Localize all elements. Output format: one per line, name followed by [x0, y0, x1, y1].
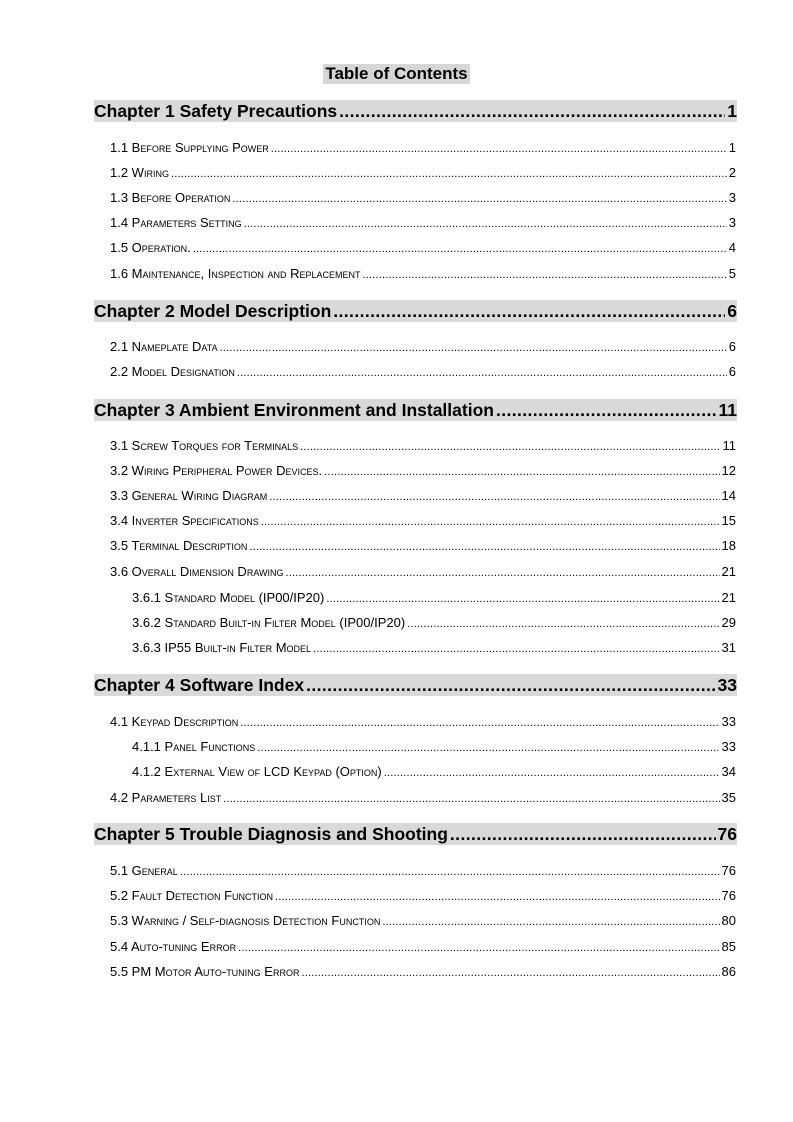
toc-section-entry[interactable]	[110, 913, 736, 930]
toc-dot-leader	[238, 940, 719, 956]
toc-page-number: 35	[721, 790, 736, 805]
toc-page-number: 5	[728, 266, 736, 281]
toc-entry-label: 3.6.3 IP55 Built-in Filter Model	[132, 640, 312, 655]
toc-entry-label: 3.3 General Wiring Diagram	[110, 488, 268, 503]
toc-entry-label: 3.5 Terminal Description	[110, 538, 248, 553]
toc-section-entry[interactable]	[110, 463, 736, 480]
toc-dot-leader	[333, 300, 725, 322]
toc-dot-leader	[232, 191, 726, 207]
toc-dot-leader	[223, 791, 719, 807]
toc-dot-leader	[384, 765, 720, 781]
toc-page-number: 1	[727, 101, 737, 121]
toc-section-entry[interactable]	[132, 764, 736, 781]
toc-chapter-entry[interactable]	[94, 399, 737, 421]
toc-dot-leader	[275, 889, 720, 905]
toc-dot-leader	[300, 439, 720, 455]
toc-chapter-entry[interactable]	[94, 823, 737, 845]
toc-dot-leader	[339, 100, 725, 122]
toc-section-entry[interactable]	[110, 140, 736, 157]
toc-section-entry[interactable]	[110, 266, 736, 283]
toc-page-number: 3	[728, 215, 736, 230]
toc-section-entry[interactable]	[110, 863, 736, 880]
toc-page-number: 85	[721, 939, 736, 954]
toc-entry-label: Chapter 5 Trouble Diagnosis and Shooting	[94, 824, 448, 844]
toc-section-entry[interactable]	[110, 790, 736, 807]
toc-section-entry[interactable]	[110, 939, 736, 956]
toc-heading	[0, 64, 793, 84]
toc-entry-label: 3.6 Overall Dimension Drawing	[110, 564, 284, 579]
toc-chapter-entry[interactable]	[94, 100, 737, 122]
toc-dot-leader	[237, 365, 727, 381]
toc-section-entry[interactable]	[132, 739, 736, 756]
toc-entry-label: 1.5 Operation.	[110, 240, 191, 255]
toc-dot-leader	[324, 464, 719, 480]
toc-page-number: 11	[718, 400, 737, 420]
toc-entry-label: 3.4 Inverter Specifications	[110, 513, 259, 528]
toc-dot-leader	[171, 166, 727, 182]
toc-page-number: 29	[721, 615, 736, 630]
toc-section-entry[interactable]	[132, 590, 736, 607]
toc-dot-leader	[496, 399, 717, 421]
toc-dot-leader	[450, 823, 716, 845]
toc-section-entry[interactable]	[110, 964, 736, 981]
toc-page-number: 12	[721, 463, 736, 478]
toc-page-number: 11	[722, 438, 736, 453]
toc-entry-label: 1.6 Maintenance, Inspection and Replacement	[110, 266, 361, 281]
toc-page-number: 18	[721, 538, 736, 553]
toc-section-entry[interactable]	[110, 513, 736, 530]
toc-section-entry[interactable]	[110, 564, 736, 581]
toc-section-entry[interactable]	[110, 339, 736, 356]
toc-entry-label: 5.4 Auto-tuning Error	[110, 939, 237, 954]
toc-section-entry[interactable]	[110, 240, 736, 257]
toc-chapter-entry[interactable]	[94, 300, 737, 322]
toc-dot-leader	[382, 914, 719, 930]
toc-entry-label: 5.1 General	[110, 863, 178, 878]
toc-page-number: 33	[721, 714, 736, 729]
toc-section-entry[interactable]	[110, 364, 736, 381]
toc-page-number: 1	[728, 140, 736, 155]
toc-dot-leader	[269, 489, 719, 505]
toc-page-number: 31	[721, 640, 736, 655]
toc-entry-label: 1.3 Before Operation	[110, 190, 231, 205]
toc-entry-label: Chapter 3 Ambient Environment and Installation	[94, 400, 494, 420]
toc-dot-leader	[249, 539, 719, 555]
toc-page-number: 33	[717, 675, 737, 695]
toc-dot-leader	[285, 565, 719, 581]
toc-page-number: 6	[728, 339, 736, 354]
toc-entry-label: 1.1 Before Supplying Power	[110, 140, 269, 155]
toc-entry-label: 4.1.2 External View of LCD Keypad (Option)	[132, 764, 382, 779]
toc-entry-label: Chapter 4 Software Index	[94, 675, 305, 695]
toc-entry-label: 5.5 PM Motor Auto-tuning Error	[110, 964, 300, 979]
toc-entry-label: Chapter 1 Safety Precautions	[94, 101, 338, 121]
toc-section-entry[interactable]	[110, 488, 736, 505]
toc-dot-leader	[244, 216, 727, 232]
toc-entry-label: 2.1 Nameplate Data	[110, 339, 218, 354]
toc-section-entry[interactable]	[110, 190, 736, 207]
toc-page-number: 6	[727, 301, 737, 321]
toc-dot-leader	[220, 340, 727, 356]
toc-page-number: 34	[721, 764, 736, 779]
toc-entry-label: 5.3 Warning / Self-diagnosis Detection Function	[110, 913, 381, 928]
toc-section-entry[interactable]	[110, 538, 736, 555]
toc-entry-label: 1.2 Wiring	[110, 165, 169, 180]
toc-title: Table of Contents	[325, 64, 468, 83]
toc-entry-label: 4.2 Parameters List	[110, 790, 222, 805]
toc-entry-label: 1.4 Parameters Setting	[110, 215, 242, 230]
toc-chapter-entry[interactable]	[94, 674, 737, 696]
toc-section-entry[interactable]	[110, 888, 736, 905]
toc-page-number: 14	[721, 488, 736, 503]
toc-entry-label: 3.1 Screw Torques for Terminals	[110, 438, 299, 453]
toc-dot-leader	[301, 965, 719, 981]
toc-section-entry[interactable]	[110, 165, 736, 182]
toc-dot-leader	[271, 141, 727, 157]
toc-section-entry[interactable]	[110, 714, 736, 731]
toc-dot-leader	[407, 616, 719, 632]
toc-entry-label: 3.6.1 Standard Model (IP00/IP20)	[132, 590, 325, 605]
toc-dot-leader	[326, 591, 719, 607]
toc-entry-label: 2.2 Model Designation	[110, 364, 235, 379]
toc-page-number: 15	[721, 513, 736, 528]
toc-section-entry[interactable]	[110, 215, 736, 232]
toc-page-number: 76	[721, 888, 736, 903]
toc-dot-leader	[306, 674, 715, 696]
toc-dot-leader	[261, 514, 720, 530]
toc-entry-label: 4.1 Keypad Description	[110, 714, 239, 729]
toc-dot-leader	[193, 241, 727, 257]
toc-dot-leader	[363, 267, 727, 283]
toc-entry-label: 5.2 Fault Detection Function	[110, 888, 274, 903]
toc-page-number: 21	[721, 564, 736, 579]
toc-entry-label: Chapter 2 Model Description	[94, 301, 332, 321]
toc-page-number: 2	[728, 165, 736, 180]
toc-page-number: 6	[728, 364, 736, 379]
toc-entry-label: 3.2 Wiring Peripheral Power Devices.	[110, 463, 323, 478]
toc-page-number: 3	[728, 190, 736, 205]
toc-page-number: 80	[721, 913, 736, 928]
toc-page-number: 76	[721, 863, 736, 878]
toc-dot-leader	[240, 715, 719, 731]
toc-entry-label: 4.1.1 Panel Functions	[132, 739, 256, 754]
toc-section-entry[interactable]	[132, 615, 736, 632]
toc-section-entry[interactable]	[110, 438, 736, 455]
toc-page-number: 76	[717, 824, 737, 844]
toc-dot-leader	[257, 740, 719, 756]
toc-entry-label: 3.6.2 Standard Built-in Filter Model (IP00/IP20)	[132, 615, 406, 630]
toc-dot-leader	[313, 641, 719, 657]
toc-section-entry[interactable]	[132, 640, 736, 657]
toc-page-number: 86	[721, 964, 736, 979]
toc-page-number: 4	[728, 240, 736, 255]
toc-dot-leader	[180, 864, 720, 880]
toc-page-number: 21	[721, 590, 736, 605]
toc-page-number: 33	[721, 739, 736, 754]
